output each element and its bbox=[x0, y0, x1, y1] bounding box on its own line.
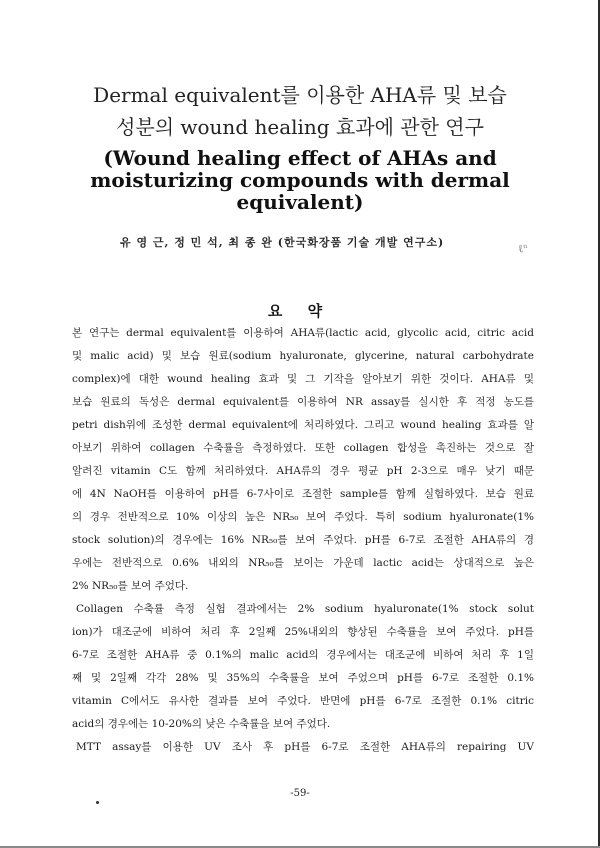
abstract-line: 보습 원료의 독성은 dermal equivalent를 이용하여 NR assay를 실시한 후 적정 농도를 bbox=[72, 396, 534, 408]
abstract-heading: 요 약 bbox=[267, 302, 333, 320]
abstract-line: 아보기 위하여 collagen 수축률을 측정하였다. 또한 collagen 합성을 촉진하는 것으로 잘 bbox=[72, 442, 534, 454]
abstract-line: 의 경우 전반적으로 10% 이상의 높은 NR₅₀ 보여 주었다. 특히 sodium hyaluronate(1% bbox=[72, 511, 534, 523]
title-english-line-3: equivalent) bbox=[236, 190, 364, 214]
abstract-line: acid의 경우에는 10-20%의 낮은 수축률을 보여 주었다. bbox=[72, 718, 331, 730]
abstract-line: 2% NR₅₀를 보여 주었다. bbox=[72, 580, 189, 592]
title-english-line-1: (Wound healing effect of AHAs and bbox=[103, 146, 497, 170]
abstract-line: 6-7로 조절한 AHA류 중 0.1%의 malic acid의 경우에서는 대조군에 비하여 처리 후 1일 bbox=[72, 649, 534, 661]
abstract-body bbox=[72, 322, 534, 759]
abstract-line: 본 연구는 dermal equivalent를 이용하여 AHA류(lactic acid, glycolic acid, citric acid bbox=[72, 327, 534, 339]
title-korean-line-1: Dermal equivalent를 이용한 AHA류 및 보습 bbox=[93, 83, 507, 107]
abstract-line: stock solution)의 경우에는 16% NR₅₀를 보여 주었다. pH를 6-7로 조절한 AHA류의 경 bbox=[72, 534, 534, 546]
abstract-line: MTT assay를 이용한 UV 조사 후 pH를 6-7로 조절한 AHA류의 repairing UV bbox=[76, 741, 534, 753]
abstract-line: 째 및 2일째 각각 28% 및 35%의 수축률을 보여 주었으며 pH를 6-7로 조절한 0.1% bbox=[72, 672, 534, 684]
abstract-line: petri dish위에 조성한 dermal equivalent에 처리하였다. 그리고 wound healing 효과를 알 bbox=[72, 419, 534, 431]
page-number: -59- bbox=[290, 788, 310, 799]
abstract-line: Collagen 수축률 측정 실험 결과에서는 2% sodium hyaluronate(1% stock solut bbox=[76, 603, 534, 615]
abstract-line: 및 malic acid) 및 보습 원료(sodium hyaluronate, glycerine, natural carbohydrate bbox=[72, 350, 534, 362]
abstract-line: vitamin C에서도 유사한 결과를 보여 주었다. 반면에 pH를 6-7로 조절한 0.1% citric bbox=[72, 695, 534, 707]
margin-stamp: ℓⁿ bbox=[517, 241, 529, 256]
abstract-line: 에 4N NaOH를 이용하여 pH를 6-7사이로 조절한 sample를 함께 실험하였다. 보습 원료 bbox=[72, 488, 534, 500]
abstract-line: 알려진 vitamin C도 함께 처리하였다. AHA류의 경우 평균 pH 2-3으로 매우 낮기 때문 bbox=[72, 465, 534, 477]
scan-speck bbox=[96, 801, 99, 804]
title-korean-line-2: 성분의 wound healing 효과에 관한 연구 bbox=[116, 115, 484, 139]
abstract-line: ion)가 대조군에 비하여 처리 후 2일째 25%내외의 향상된 수축률을 보여 주었다. pH를 bbox=[72, 626, 534, 638]
abstract-line: 우에는 전반적으로 0.6% 내외의 NR₅₀를 보이는 가운데 lactic acid는 상대적으로 높은 bbox=[72, 557, 534, 569]
author-line: 유 영 근, 정 민 석, 최 종 완 (한국화장품 기술 개발 연구소) bbox=[120, 236, 445, 249]
title-english-line-2: moisturizing compounds with dermal bbox=[90, 168, 510, 192]
abstract-line: complex)에 대한 wound healing 효과 및 그 기작을 알아보기 위한 것이다. AHA류 및 bbox=[72, 373, 534, 385]
